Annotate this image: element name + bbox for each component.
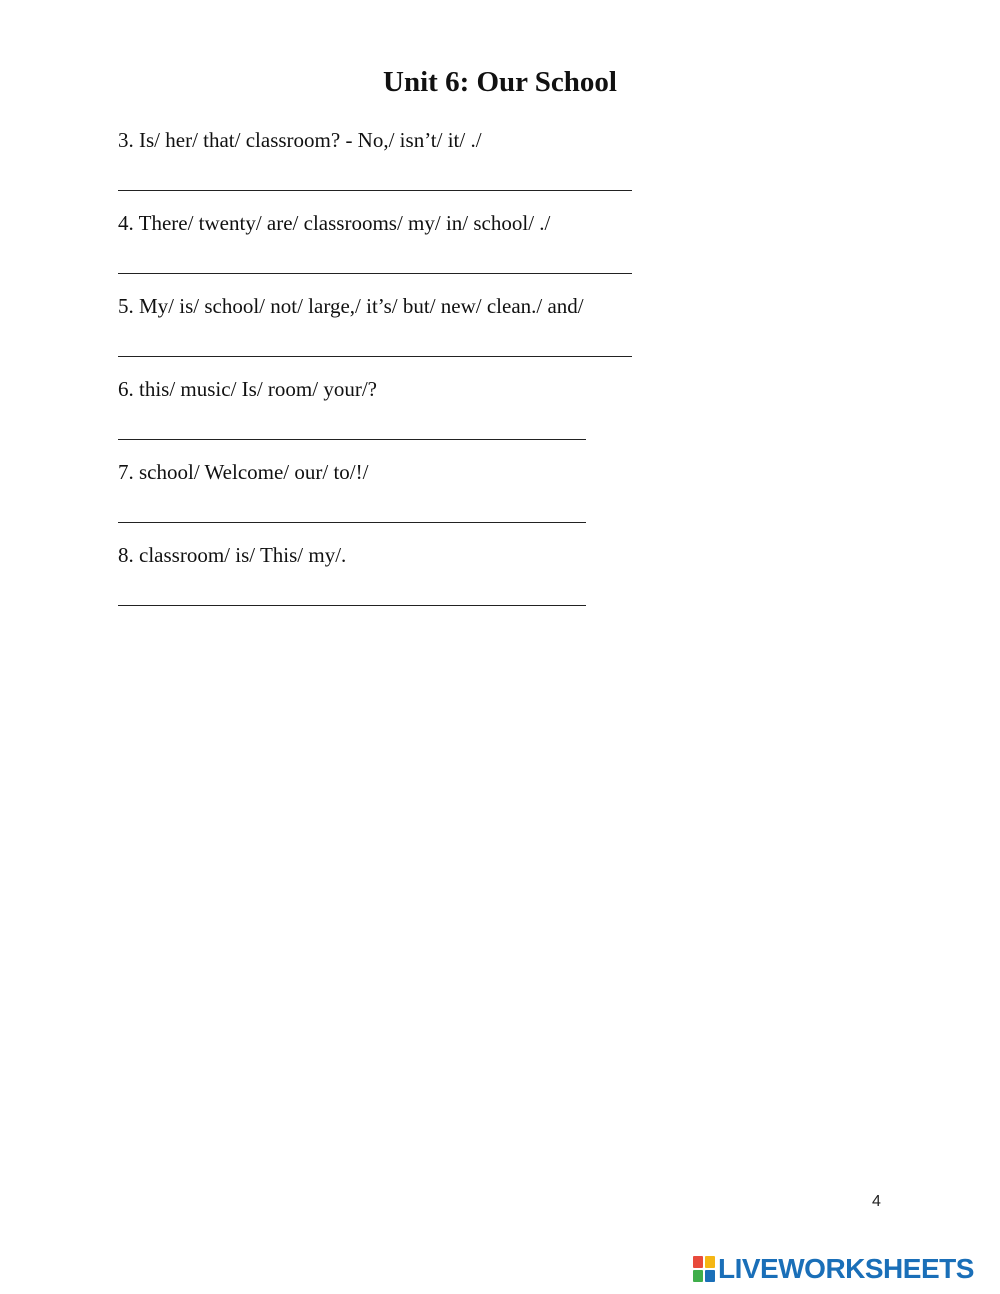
brand-name: LIVEWORKSHEETS [718, 1253, 974, 1284]
question-5: 5. My/ is/ school/ not/ large,/ it’s/ but/ new/ clean./ and/ [118, 294, 584, 318]
page-title: Unit 6: Our School [383, 66, 617, 98]
answer-input-8[interactable] [118, 587, 586, 606]
answer-input-6[interactable] [118, 421, 586, 440]
question-6: 6. this/ music/ Is/ room/ your/? [118, 377, 377, 401]
question-7: 7. school/ Welcome/ our/ to/!/ [118, 460, 369, 484]
logo-square-blue [705, 1270, 715, 1282]
logo-square-red [693, 1256, 703, 1268]
answer-input-4[interactable] [118, 255, 632, 274]
answer-input-3[interactable] [118, 172, 632, 191]
logo-square-yellow [705, 1256, 715, 1268]
page-number: 4 [872, 1193, 881, 1210]
question-4: 4. There/ twenty/ are/ classrooms/ my/ in/ school/ ./ [118, 211, 551, 235]
liveworksheets-logo-icon [693, 1256, 715, 1282]
answer-input-5[interactable] [118, 338, 632, 357]
liveworksheets-brand [693, 1254, 974, 1284]
logo-square-green [693, 1270, 703, 1282]
question-3: 3. Is/ her/ that/ classroom? - No,/ isn’t/ it/ ./ [118, 128, 482, 152]
answer-input-7[interactable] [118, 504, 586, 523]
question-8: 8. classroom/ is/ This/ my/. [118, 543, 347, 567]
